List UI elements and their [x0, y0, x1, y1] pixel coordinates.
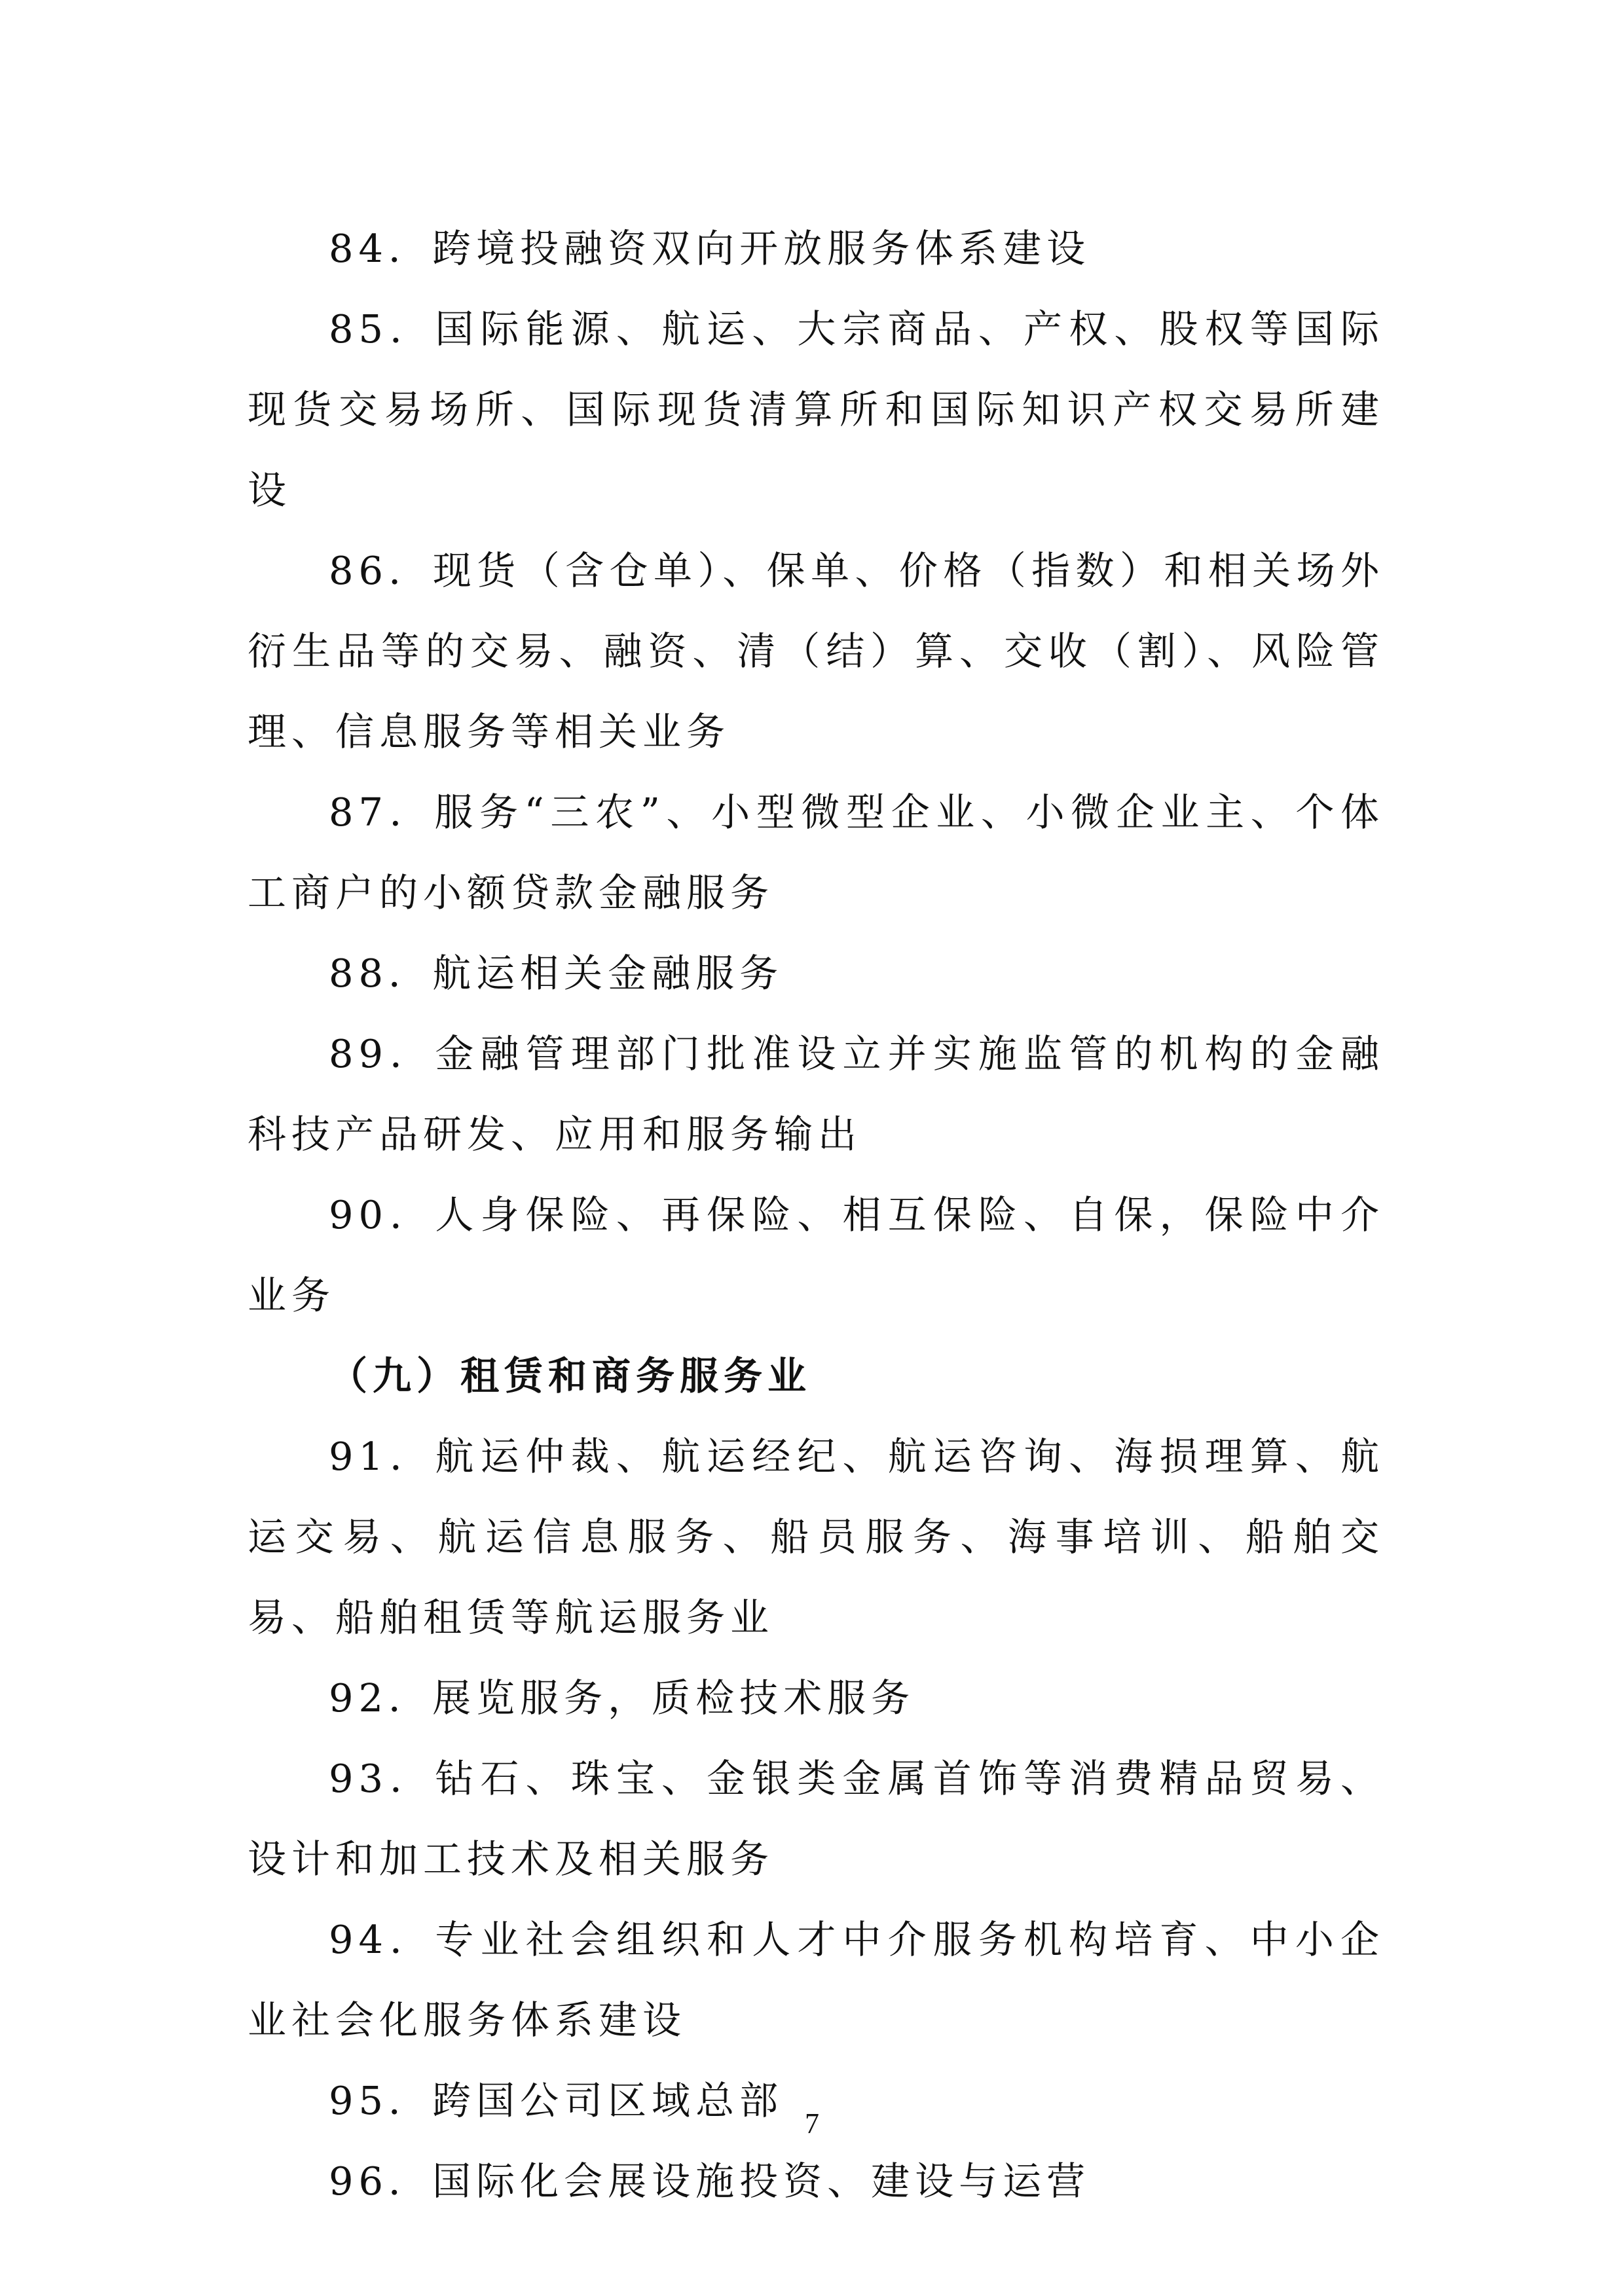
list-item: [248, 933, 1384, 1013]
item-text: 国际能源、航运、大宗商品、产权、股权等国际现货交易场所、国际现货清算所和国际知识产权交易所建设: [248, 306, 1384, 513]
item-number: 94．: [329, 1917, 435, 1962]
item-number: 86．: [329, 548, 433, 593]
item-text: 国际化会展设施投资、建设与运营: [432, 2159, 1091, 2204]
list-item: [248, 289, 1384, 530]
list-item: [248, 1738, 1384, 1899]
item-number: 88．: [329, 951, 433, 996]
item-number: 84．: [329, 226, 433, 271]
item-number: 96．: [329, 2159, 433, 2204]
list-item: [248, 1416, 1384, 1658]
item-text: 服务“三农”、小型微型企业、小微企业主、个体工商户的小额贷款金融服务: [248, 790, 1385, 915]
list-item: [248, 772, 1384, 933]
item-text: 跨境投融资双向开放服务体系建设: [432, 226, 1091, 271]
list-item: [248, 2141, 1384, 2221]
item-number: 87．: [329, 790, 435, 835]
list-item: [248, 1175, 1384, 1336]
item-text: 航运仲裁、航运经纪、航运咨询、海损理算、航运交易、航运信息服务、船员服务、海事培训、船舶交易、船舶租赁等航运服务业: [248, 1434, 1384, 1640]
item-text: 展览服务，质检技术服务: [432, 1675, 915, 1721]
item-text: 专业社会组织和人才中介服务机构培育、中小企业社会化服务体系建设: [248, 1917, 1384, 2043]
item-number: 91．: [329, 1434, 435, 1479]
item-text: 钻石、珠宝、金银类金属首饰等消费精品贸易、设计和加工技术及相关服务: [248, 1756, 1384, 1882]
item-text: 航运相关金融服务: [432, 951, 784, 996]
item-number: 95．: [329, 2078, 433, 2123]
item-text: 人身保险、再保险、相互保险、自保，保险中介业务: [248, 1192, 1384, 1318]
item-number: 93．: [329, 1756, 435, 1801]
list-item: [248, 1013, 1384, 1175]
item-number: 85．: [329, 306, 435, 352]
list-item: [248, 530, 1384, 772]
item-number: 92．: [329, 1675, 433, 1721]
item-number: 89．: [329, 1031, 435, 1076]
list-item: [248, 1658, 1384, 1738]
item-text: 金融管理部门批准设立并实施监管的机构的金融科技产品研发、应用和服务输出: [248, 1031, 1384, 1157]
list-item: [248, 1899, 1384, 2060]
item-text: 跨国公司区域总部: [432, 2078, 784, 2123]
item-number: 90．: [329, 1192, 435, 1237]
section-heading: （九）租赁和商务服务业: [329, 1353, 812, 1398]
page-number: 7: [805, 2107, 819, 2140]
page-content: [248, 208, 1384, 2221]
item-text: 现货（含仓单）、保单、价格（指数）和相关场外衍生品等的交易、融资、清（结）算、交收（割）、风险管理、信息服务等相关业务: [248, 548, 1384, 754]
list-item: [248, 208, 1384, 289]
